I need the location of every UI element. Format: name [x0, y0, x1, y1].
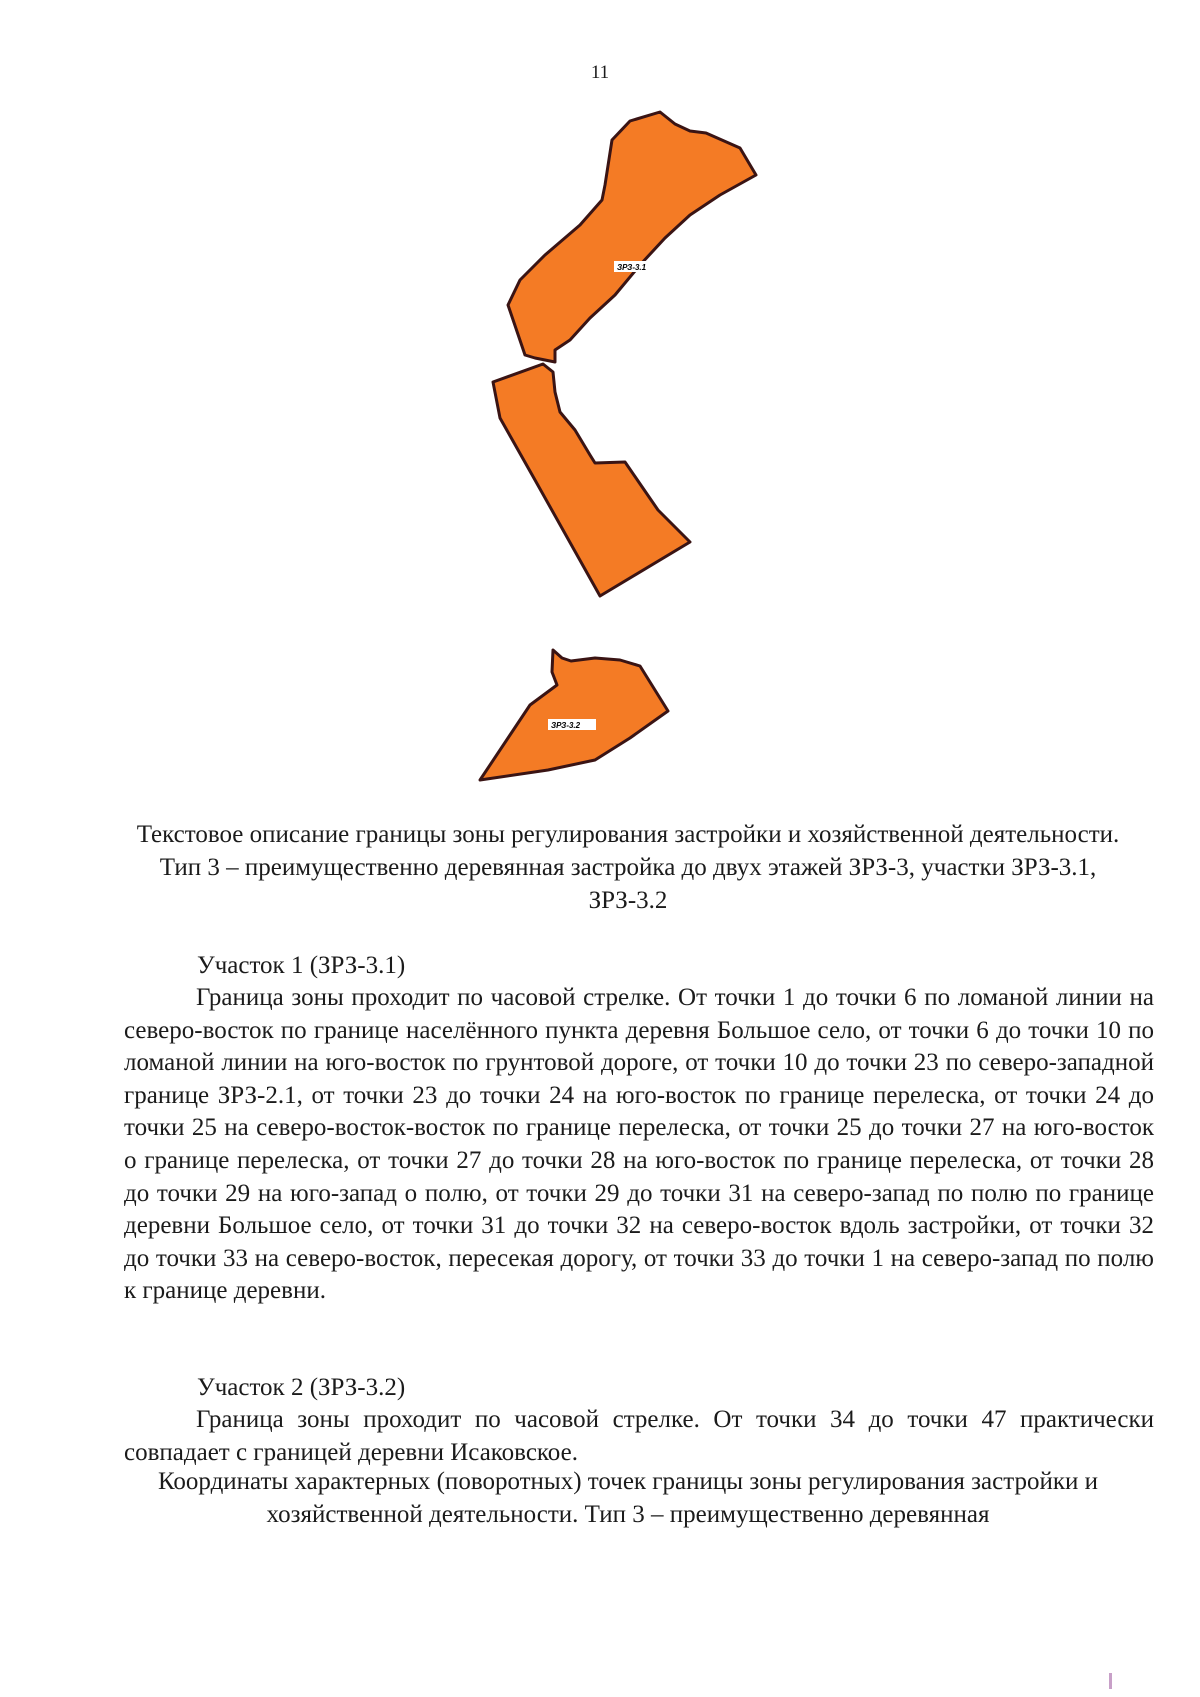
page-number: 11 — [590, 62, 610, 83]
section-heading-plot-1: Участок 1 (ЗРЗ-3.1) — [197, 952, 406, 979]
section-heading-plot-2: Участок 2 (ЗРЗ-3.2) — [197, 1374, 406, 1401]
section-text-plot-1: Граница зоны проходит по часовой стрелке. От точки 1 до точки 6 по ломаной линии на северо-восток по границе населённого пункта деревня Большое село, от точки 6 до точки 10 по ломаной линии на юго-восток по грунтовой дороге, от точки 10 до точки 23 по северо-западной границе ЗРЗ-2.1, от точки 23 до точки 24 на юго-восток по границе перелеска, от точки 24 до точки 25 на северо-восток-восток по границе перелеска, от точки 25 до точки 27 на юго-восток о границе перелеска, от точки 27 до точки 28 на юго-восток по границе перелеска, от точки 28 до точки 29 на юго-запад о полю, от точки 29 до точки 31 на северо-запад по полю по границе деревни Большое село, от точки 31 до точки 32 на северо-восток вдоль застройки, от точки 32 до точки 33 на северо-восток, пересекая дорогу, от точки 33 до точки 1 на северо-запад по полю к границе деревни. — [124, 984, 1154, 1305]
document-title: Текстовое описание границы зоны регулирования застройки и хозяйственной деятельности. Тип 3 – преимущественно деревянная застройка до двух этажей ЗРЗ-3, участки ЗРЗ-3.1, ЗРЗ-3.2 — [136, 821, 1120, 914]
corner-mark — [1109, 1673, 1112, 1689]
section-text-plot-2: Граница зоны проходит по часовой стрелке. От точки 34 до точки 47 практически совпадает с границей деревни Исаковское. — [124, 1406, 1154, 1466]
zone-label-zrz-3-2: ЗРЗ-3.2 — [551, 721, 581, 730]
zone-label-zrz-3-1: ЗРЗ-3.1 — [617, 263, 647, 272]
zone-zrz-3-1-south-polygon — [493, 364, 690, 596]
zone-zrz-3-1-north-polygon — [508, 112, 756, 362]
zone-zrz-3-2-polygon — [480, 650, 668, 780]
zone-map — [0, 0, 1200, 800]
coordinates-heading: Координаты характерных (поворотных) точек границы зоны регулирования застройки и хозяйственной деятельности. Тип 3 – преимущественно деревянная — [157, 1468, 1099, 1528]
